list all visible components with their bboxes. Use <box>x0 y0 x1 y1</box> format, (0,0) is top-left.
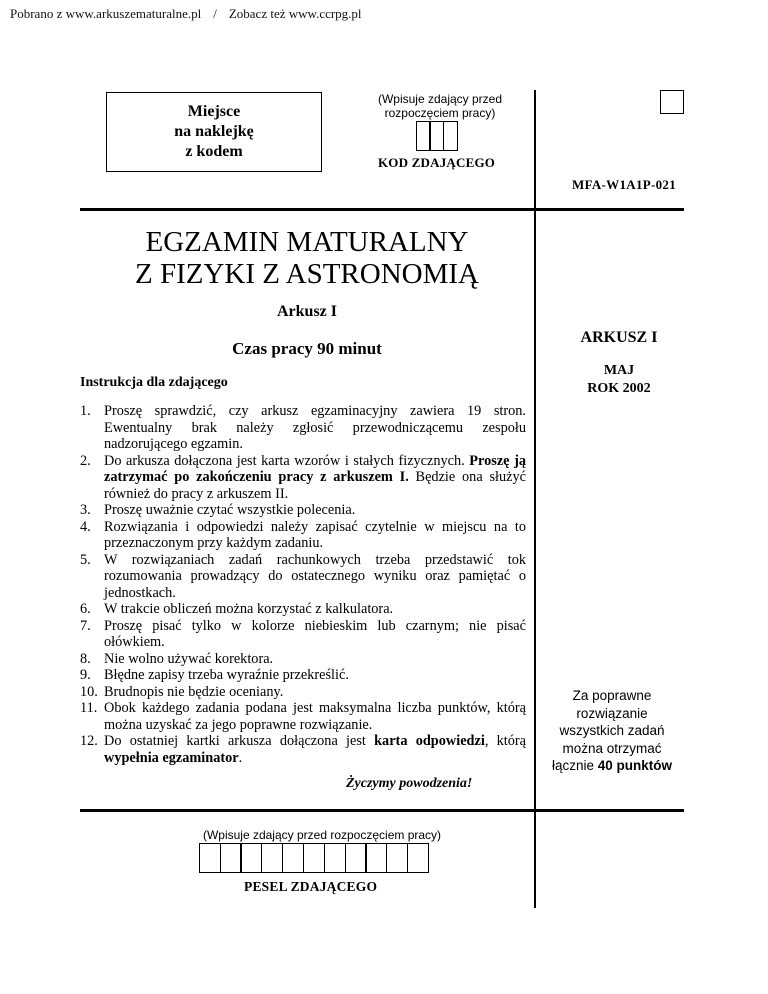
pesel-digit-box[interactable] <box>407 843 429 873</box>
instruction-number: 5. <box>80 551 91 568</box>
instruction-number: 1. <box>80 403 91 419</box>
instruction-text: Obok każdego zadania podana jest maksymalna liczba punktów, którą można uzyskać za jego poprawne rozwiązanie. <box>104 700 526 733</box>
instructions-list <box>80 403 526 766</box>
points-line-5 <box>540 757 684 775</box>
pesel-input-boxes <box>200 843 429 873</box>
pesel-digit-box[interactable] <box>282 843 304 873</box>
instruction-text: Błędne zapisy trzeba wyraźnie przekreślić. <box>104 667 349 683</box>
sheet-label: Arkusz I <box>276 303 337 320</box>
instruction-number: 7. <box>80 617 91 634</box>
code-note-line-1: (Wpisuje zdający przed <box>377 92 503 106</box>
pesel-digit-box[interactable] <box>240 843 262 873</box>
header-source-text: Pobrano z www.arkuszematuralne.pl <box>10 6 202 21</box>
instruction-number: 9. <box>80 667 91 683</box>
instruction-item <box>80 552 526 602</box>
vertical-divider <box>534 90 536 908</box>
instruction-item <box>80 684 526 701</box>
instruction-item <box>80 403 526 453</box>
instruction-text: Będzie ona służyć również do pracy z arkuszem II. <box>104 469 526 502</box>
instruction-text: Proszę ją zatrzymać po zakończeniu pracy z arkuszem I. <box>104 452 526 485</box>
instruction-text: Do ostatniej kartki arkusza dołączona jest <box>104 733 375 749</box>
pesel-digit-box[interactable] <box>303 843 325 873</box>
code-input-boxes <box>417 121 458 151</box>
instruction-text: W trakcie obliczeń można korzystać z kalkulatora. <box>104 601 394 617</box>
sticker-line-1: Miejsce <box>187 103 241 120</box>
pesel-digit-box[interactable] <box>365 843 387 873</box>
instruction-text: Do arkusza dołączona jest karta wzorów i stałych fizycznych. <box>104 452 470 469</box>
instruction-text: Nie wolno używać korektora. <box>104 650 274 667</box>
instruction-number: 4. <box>80 518 91 535</box>
pesel-digit-box[interactable] <box>199 843 221 873</box>
instruction-text: . <box>238 749 243 766</box>
code-sticker-area <box>106 92 322 172</box>
total-points-note <box>540 687 684 775</box>
instruction-text: , którą <box>484 733 526 749</box>
instruction-item <box>80 618 526 651</box>
instruction-number: 6. <box>80 601 91 617</box>
instruction-text: karta odpowiedzi <box>374 733 485 749</box>
pesel-instruction-note: (Wpisuje zdający przed rozpoczęciem pracy) <box>202 828 442 842</box>
points-line-1: Za poprawne <box>572 688 652 703</box>
instruction-text: wypełnia egzaminator <box>104 749 239 766</box>
time-limit: Czas pracy 90 minut <box>232 339 382 358</box>
instruction-number: 2. <box>80 452 91 469</box>
bottom-rule <box>80 809 684 812</box>
instruction-text: Brudnopis nie będzie oceniany. <box>104 683 284 700</box>
instructions-heading: Instrukcja dla zdającego <box>80 375 228 390</box>
points-total: 40 punktów <box>597 758 673 773</box>
code-digit-box[interactable] <box>443 121 458 151</box>
instruction-text: Proszę pisać tylko w kolorze niebieskim lub czarnym; nie pisać ołówkiem. <box>104 617 526 650</box>
header-see-also-text: Zobacz też www.ccrpg.pl <box>228 6 362 21</box>
instruction-text: Rozwiązania i odpowiedzi należy zapisać czytelnie w miejscu na to przeznaczonym przy każdym zadaniu. <box>104 518 526 551</box>
exam-title-line-2: Z FIZYKI Z ASTRONOMIĄ <box>135 258 479 290</box>
sticker-line-2: na naklejkę <box>174 123 254 140</box>
points-line-2: rozwiązanie <box>576 705 648 721</box>
instruction-item <box>80 651 526 668</box>
points-line-4: można otrzymać <box>562 740 662 756</box>
document-id: MFA-W1A1P-021 <box>572 177 677 192</box>
header-separator: / <box>213 6 217 21</box>
exam-title-line-1: EGZAMIN MATURALNY <box>145 226 469 258</box>
pesel-digit-box[interactable] <box>324 843 346 873</box>
instruction-number: 3. <box>80 502 91 518</box>
instruction-item <box>80 700 526 733</box>
instruction-number: 8. <box>80 650 91 667</box>
exam-month: MAJ <box>603 363 635 378</box>
exam-year: ROK 2002 <box>587 381 651 396</box>
code-instruction-note <box>360 92 520 120</box>
pesel-label: PESEL ZDAJĄCEGO <box>244 879 378 894</box>
good-luck-message: Życzymy powodzenia! <box>346 776 473 791</box>
instruction-text: Proszę uważnie czytać wszystkie polecenia. <box>104 502 356 518</box>
code-note-line-2: rozpoczęciem pracy) <box>384 106 496 120</box>
instruction-item <box>80 601 526 618</box>
instruction-item <box>80 502 526 519</box>
instruction-item <box>80 519 526 552</box>
sticker-line-3: z kodem <box>185 143 243 160</box>
instruction-text: Proszę sprawdzić, czy arkusz egzaminacyjny zawiera 19 stron. Ewentualny brak należy zgłosić przewodniczącemu zespołu nadzorującego egzamin. <box>104 403 526 452</box>
instruction-number: 12. <box>80 733 98 749</box>
pesel-digit-box[interactable] <box>345 843 367 873</box>
pesel-digit-box[interactable] <box>386 843 408 873</box>
code-label: KOD ZDAJĄCEGO <box>378 155 496 170</box>
instruction-item <box>80 733 526 766</box>
corner-checkbox[interactable] <box>660 90 684 114</box>
instruction-item <box>80 453 526 503</box>
instruction-text: W rozwiązaniach zadań rachunkowych trzeba przedstawić tok rozumowania prowadzący do ostatecznego wyniku oraz pamiętać o jednostkach. <box>104 551 526 601</box>
exam-date <box>554 362 684 398</box>
exam-title <box>80 226 534 290</box>
points-prefix: łącznie <box>551 758 598 773</box>
instruction-number: 10. <box>80 683 98 700</box>
pesel-digit-box[interactable] <box>261 843 283 873</box>
instruction-number: 11. <box>80 700 98 716</box>
right-sheet-label: ARKUSZ I <box>580 329 658 346</box>
instruction-item <box>80 667 526 684</box>
page-header <box>10 6 362 22</box>
points-line-3: wszystkich zadań <box>559 723 665 738</box>
top-rule <box>80 208 684 211</box>
pesel-digit-box[interactable] <box>220 843 242 873</box>
